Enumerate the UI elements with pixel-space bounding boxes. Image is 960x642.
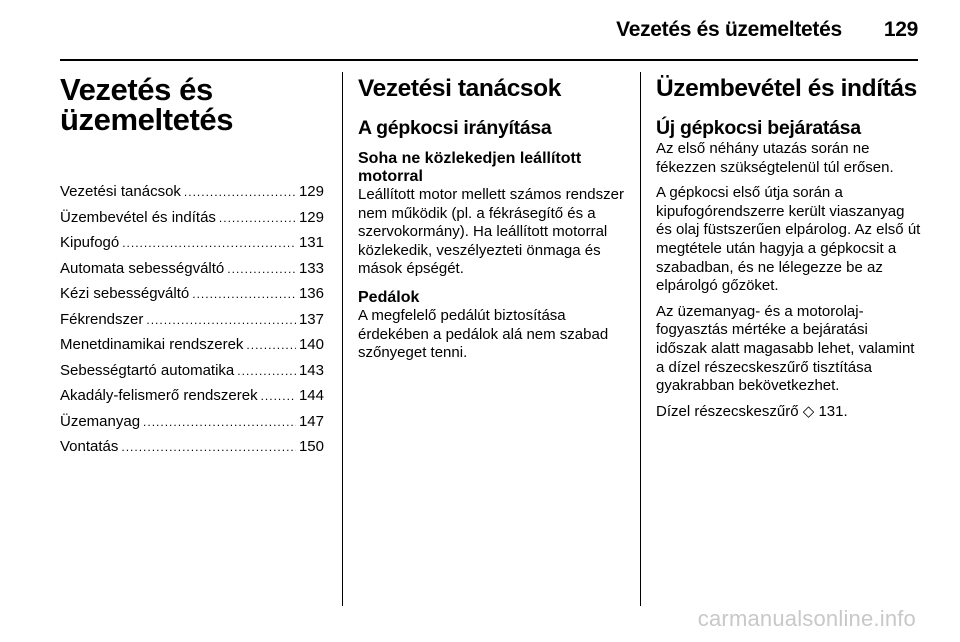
chapter-title: Vezetés és üzemeltetés [60, 72, 234, 137]
paragraph-running-in-3: Az üzemanyag- és a motorolaj-fogyasztás mértéke a bejáratási időszak alatt magasabb lehet, valamint a dízel részecskeszűrő tisztítása gyakrabban bekövetkezhet. [656, 302, 915, 395]
header-rule [60, 59, 918, 61]
toc-entry-page: 136 [298, 285, 324, 302]
toc-leader [143, 413, 296, 430]
toc-entry[interactable] [60, 336, 324, 362]
running-header [60, 18, 918, 48]
section-title-driving-tips: Vezetési tanácsok [358, 75, 561, 102]
chapter-contents-column [60, 70, 324, 464]
toc-entry-page: 129 [298, 183, 324, 200]
toc-entry-page: 144 [298, 387, 324, 404]
toc-entry[interactable] [60, 413, 324, 439]
toc-entry-label: Akadály-felismerő rendszerek [60, 387, 258, 404]
paragraph-diesel-filter-ref [656, 403, 922, 422]
toc-entry[interactable] [60, 234, 324, 260]
toc-leader [146, 311, 296, 328]
toc-entry-label: Fékrendszer [60, 310, 144, 328]
toc-entry-label: Sebességtartó automatika [60, 361, 235, 379]
toc-leader [121, 438, 296, 455]
toc-entry-page: 147 [298, 412, 324, 430]
toc-entry[interactable] [60, 311, 324, 337]
toc-leader [237, 362, 296, 379]
subsection-title-running-in: Új gépkocsi bejáratása [656, 117, 861, 139]
toc-leader [261, 387, 296, 404]
chapter-toc [60, 183, 324, 464]
page-number: 129 [883, 18, 918, 41]
toc-entry[interactable] [60, 209, 324, 235]
toc-entry[interactable] [60, 183, 324, 209]
toc-entry[interactable] [60, 285, 324, 311]
toc-leader [219, 209, 296, 226]
paragraph-pedals: A megfelelő pedálút biztosítása érdekében a pedálok alá nem szabad szőnyeget tenni. [358, 306, 609, 362]
toc-entry-page: 137 [298, 310, 324, 328]
toc-entry-page: 150 [298, 438, 324, 455]
column-divider-1 [342, 72, 343, 606]
toc-entry-page: 129 [298, 208, 324, 226]
toc-entry-label: Vontatás [60, 438, 119, 455]
page-reference-icon: ◇ [802, 402, 815, 420]
toc-leader [246, 336, 296, 353]
toc-entry[interactable] [60, 387, 324, 413]
paragraph-running-in-1: Az első néhány utazás során ne fékezzen szükségtelenül túl erősen. [656, 140, 894, 176]
driving-tips-column [358, 70, 624, 363]
toc-entry-page: 143 [298, 361, 324, 379]
reference-text: Dízel részecskeszűrő [656, 402, 799, 420]
toc-entry-page: 133 [298, 259, 324, 277]
toc-entry-label: Üzemanyag [60, 412, 141, 430]
reference-page-link[interactable]: 131. [818, 402, 848, 420]
paragraph-engine-off: Leállított motor mellett számos rendszer nem működik (pl. a fékrásegítő és a szervokormány). Ha leállított motorral közlekedik, veszélyezteti önmaga és mások épségét. [358, 186, 624, 278]
toc-entry-label: Kézi sebességváltó [60, 285, 190, 302]
running-header-title: Vezetés és üzemeltetés [616, 18, 842, 41]
toc-entry[interactable] [60, 438, 324, 464]
subsection-title-vehicle-control: A gépkocsi irányítása [358, 117, 552, 139]
startup-column [656, 70, 922, 421]
toc-entry-page: 140 [298, 336, 324, 353]
section-title-startup: Üzembevétel és indítás [656, 75, 917, 102]
toc-leader [122, 234, 296, 251]
heading-pedals: Pedálok [358, 288, 420, 306]
toc-leader [192, 285, 296, 302]
watermark: carmanualsonline.info [697, 606, 916, 631]
toc-entry-label: Menetdinamikai rendszerek [60, 336, 244, 353]
paragraph-running-in-2: A gépkocsi első útja során a kipufogórendszerre került viaszanyag és olaj füstszerűen elpárolog. Az első út megtétele után hagyja a gépkocsit a szabadban, és ne lélegezze be az elpárolgó gőzöket. [656, 184, 921, 295]
column-divider-2 [640, 72, 641, 606]
toc-entry-label: Vezetési tanácsok [60, 183, 181, 200]
heading-engine-off: Soha ne közlekedjen leállított motorral [358, 150, 582, 185]
toc-leader [227, 260, 296, 277]
toc-entry-label: Automata sebességváltó [60, 259, 225, 277]
toc-entry-label: Üzembevétel és indítás [60, 208, 216, 226]
toc-entry-label: Kipufogó [60, 234, 120, 251]
toc-entry[interactable] [60, 362, 324, 388]
toc-entry[interactable] [60, 260, 324, 286]
toc-entry-page: 131 [298, 234, 324, 251]
toc-leader [184, 183, 296, 200]
